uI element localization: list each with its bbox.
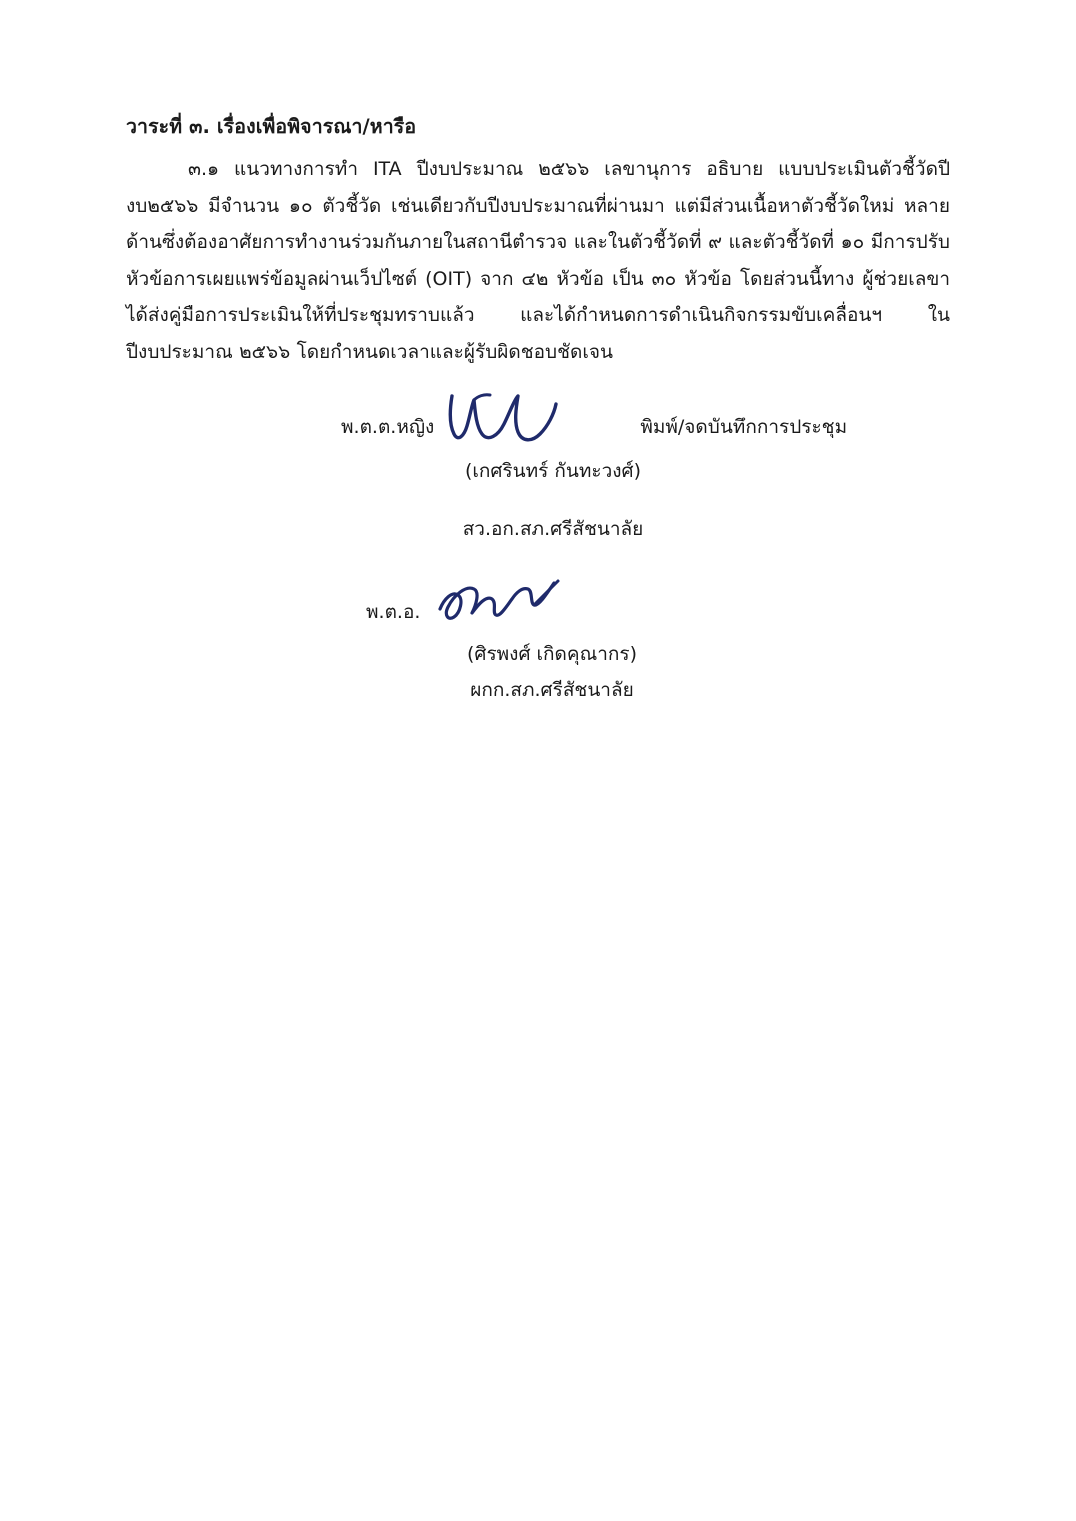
agenda-heading: วาระที่ ๓. เรื่องเพื่อพิจารณา/หารือ <box>126 115 417 138</box>
handwritten-signature-2 <box>434 575 584 635</box>
signature-name: (เกศรินทร์ กันทะวงศ์) <box>464 460 642 482</box>
signature-block-1 <box>126 390 950 544</box>
signature-rank: พ.ต.ต.หญิง <box>341 416 435 438</box>
paragraph-text: ๓.๑ แนวทางการทำ ITA ปีงบประมาณ ๒๕๖๖ เลขานุการ อธิบาย แบบประเมินตัวชี้วัดปีงบ๒๕๖๖ มีจำนวน ๑๐ ตัวชี้วัด เช่นเดียวกับปีงบประมาณที่ผ่านมา แต่มีส่วนเนื้อหาตัวชี้วัดใหม่ หลายด้านซึ่งต้องอาศัยการทำงานร่วมกันภายในสถานีตำรวจ และในตัวชี้วัดที่ ๙ และตัวชี้วัดที่ ๑๐ มีการปรับหัวข้อการเผยแพร่ข้อมูลผ่านเว็ปไซต์ (OIT) จาก ๔๒ หัวข้อ เป็น ๓๐ หัวข้อ โดยส่วนนี้ทาง ผู้ช่วยเลขาได้ส่งคู่มือการประเมินให้ที่ประชุมทราบแล้ว และได้กำหนดการดำเนินกิจกรรมขับเคลื่อนฯ ในปีงบประมาณ ๒๕๖๖ โดยกำหนดเวลาและผู้รับผิดชอบชัดเจน <box>126 158 950 363</box>
signature-row <box>126 575 950 635</box>
signature-row <box>126 390 950 450</box>
signature-position: สว.อก.สภ.ศรีสัชนาลัย <box>462 518 644 540</box>
document-body <box>126 112 950 370</box>
signature-block-2 <box>126 575 950 705</box>
signature-position: ผกก.สภ.ศรีสัชนาลัย <box>470 679 634 701</box>
signature-rank: พ.ต.อ. <box>366 601 421 623</box>
signature-role-note: พิมพ์/จดบันทึกการประชุม <box>640 416 848 438</box>
handwritten-signature-1 <box>444 390 594 450</box>
agenda-paragraph <box>126 151 950 370</box>
signature-name: (ศิรพงศ์ เกิดคุณากร) <box>466 643 638 665</box>
